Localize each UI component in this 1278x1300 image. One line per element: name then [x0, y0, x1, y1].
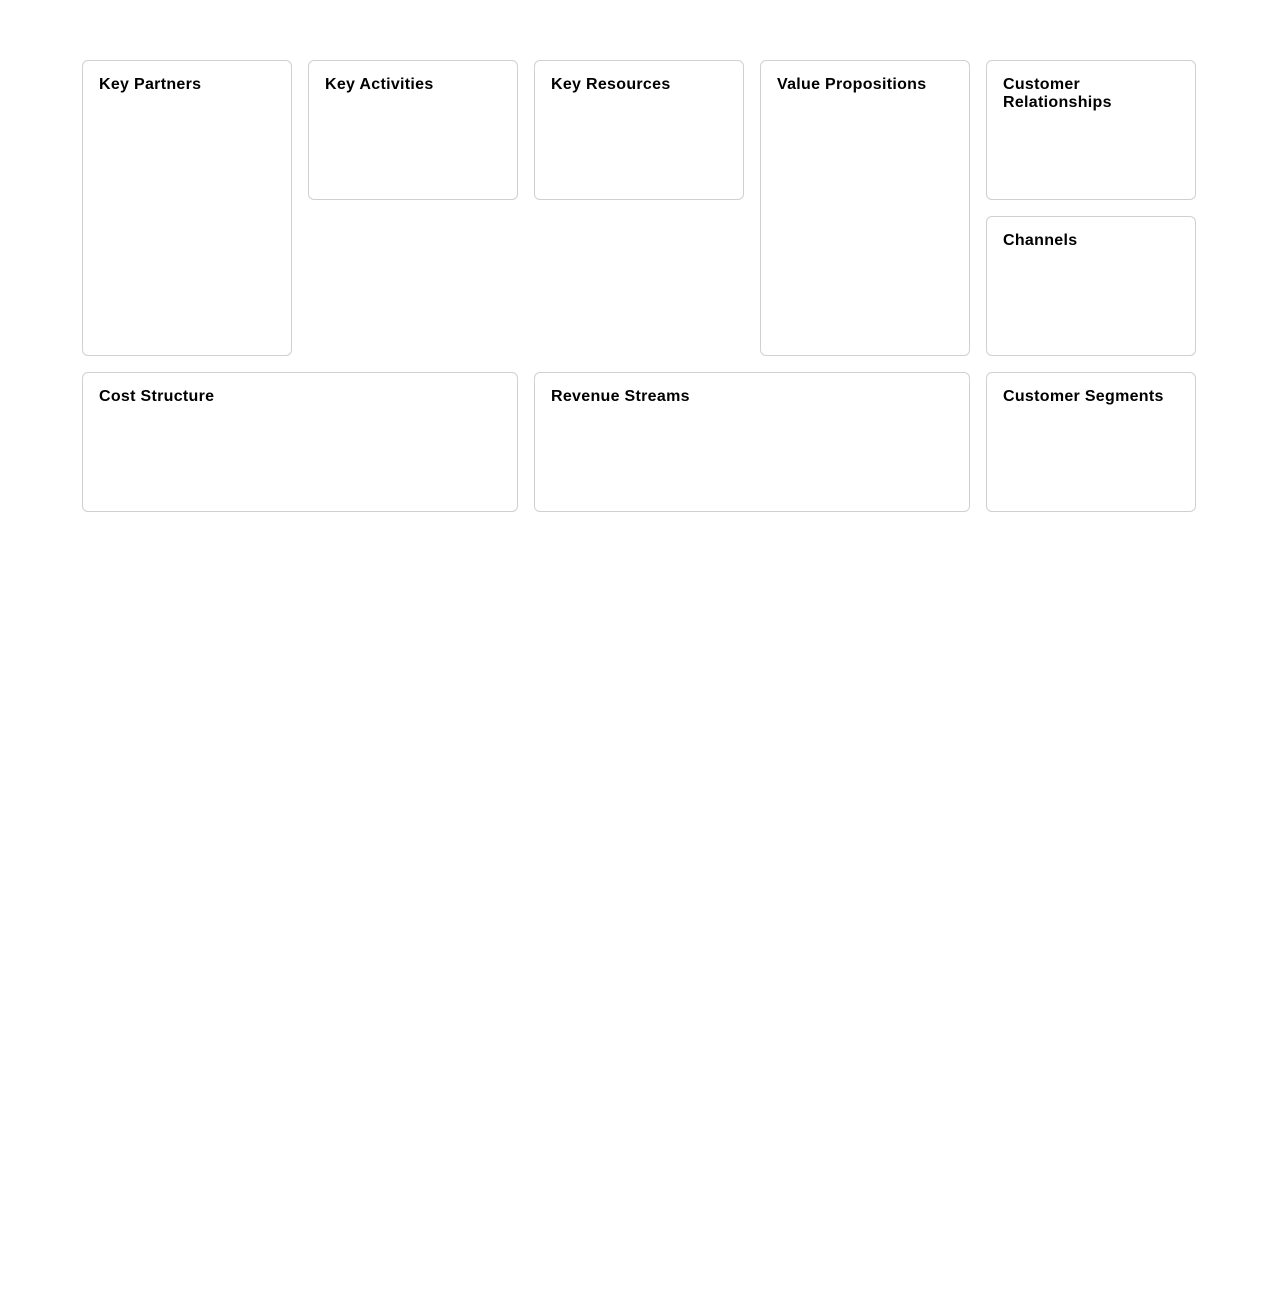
- business-model-canvas: [82, 60, 1196, 512]
- block-title: Key Partners: [99, 76, 202, 93]
- block-title: Cost Structure: [99, 388, 215, 405]
- customer-relationships-block: [986, 60, 1196, 200]
- channels-block: [986, 216, 1196, 356]
- key-partners-block: [82, 60, 292, 356]
- block-title: Key Activities: [325, 76, 434, 93]
- block-title: Customer Segments: [1003, 388, 1164, 405]
- block-title: Channels: [1003, 232, 1078, 249]
- revenue-streams-block: [534, 372, 970, 512]
- key-resources-block: [534, 60, 744, 200]
- block-title: Value Propositions: [777, 76, 927, 93]
- block-title: Customer Relationships: [1003, 76, 1112, 111]
- block-title: Revenue Streams: [551, 388, 690, 405]
- value-propositions-block: [760, 60, 970, 356]
- customer-segments-block: [986, 372, 1196, 512]
- cost-structure-block: [82, 372, 518, 512]
- key-activities-block: [308, 60, 518, 200]
- block-title: Key Resources: [551, 76, 671, 93]
